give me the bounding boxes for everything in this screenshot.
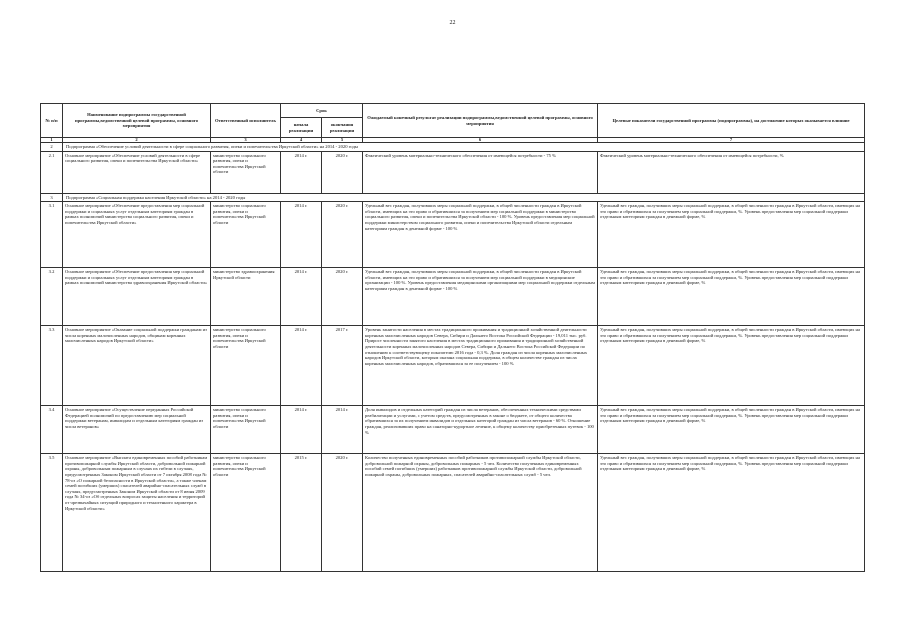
table-row (41, 151, 865, 193)
row-number: 3.2 (41, 268, 63, 326)
row-executor: министерство здравоохранения Иркутской области (211, 268, 281, 326)
row-executor: министерство социального развития, опеки и попечительства Иркутской области (211, 326, 281, 406)
row-start: 2014 г. (281, 151, 322, 193)
row-number: 3.3 (41, 326, 63, 406)
col-number: 3 (211, 138, 281, 143)
row-end: 2020 г. (322, 202, 363, 268)
row-result: Уровень занятости населения в местах традиционного проживания и традиционной хозяйственной деятельности коренных малочисленных народов Севера, Сибири и Дальнего Востока Российской Федерации - 19,011 тыс. руб. Прирост численности занятого населения в местах традиционного проживания и традиционной хозяйственной деятельности коренных малочисленных народов Севера, Сибири и Дальнего Востока Российской Федерации по отношению к соответствующему показателю 2016 года - 0,3 %. Доля граждан из числа коренных малочисленных народов Иркутской области, которым оказана социальная поддержка, в общем количестве граждан из числа коренных малочисленных народов, обратившихся за ее получением - 100 % (363, 326, 598, 406)
row-start: 2015 г. (281, 454, 322, 572)
col-number: 1 (41, 138, 63, 143)
row-name: Основное мероприятие «Оказание социальной поддержки гражданам из числа коренных малочисленных народов, общинам коренных малочисленных народов Иркутской области» (63, 326, 211, 406)
row-end: 2017 г. (322, 326, 363, 406)
section-row (41, 193, 865, 202)
row-end: 2014 г. (322, 406, 363, 454)
col-number: 7 (598, 138, 865, 143)
table-row (41, 454, 865, 572)
section-title: Подпрограмма «Обеспечение условий деятельности в сфере социального развития, опеки и попечительства Иркутской области» на 2014 - 2020 годы (63, 143, 865, 152)
row-number: 2.1 (41, 151, 63, 193)
row-start: 2014 г. (281, 268, 322, 326)
row-name: Основное мероприятие «Обеспечение предоставления мер социальной поддержки и социальных услуг отдельным категориям граждан в рамках полномочий министерства здравоохранения Иркутской области» (63, 268, 211, 326)
row-executor: министерство социального развития, опеки и попечительства Иркутской области (211, 202, 281, 268)
row-name: Основное мероприятие «Осуществление переданных Российской Федерацией полномочий по предоставлению мер социальной поддержки ветеранам, инвалидам и отдельным категориям граждан из числа ветеранов» (63, 406, 211, 454)
row-number: 3.4 (41, 406, 63, 454)
col-number: 6 (363, 138, 598, 143)
header-indicators: Целевые показатели государственной программы (подпрограммы), на достижение которых оказывается влияние (598, 104, 865, 138)
row-name: Основное мероприятие «Выплата единовременных пособий работникам противопожарной службы Иркутской области, добровольной пожарной охраны, добровольным пожарным в случаях их гибели в случаях, предусмотренных Законом Иркутской области от 7 октября 2008 года № 78-оз «О пожарной безопасности в Иркутской области», а также членам семей погибших (умерших) спасателей аварийно-спасательных служб в случаях, предусмотренных Законом Иркутской области от 8 июня 2009 года № 34-оз «Об отдельных вопросах защиты населения и территорий от чрезвычайных ситуаций природного и техногенного характера в Иркутской области» (63, 454, 211, 572)
row-number: 3.1 (41, 202, 63, 268)
row-executor: министерство социального развития, опеки и попечительства Иркутской области (211, 406, 281, 454)
row-result: Фактический уровень материально-технического обеспечения от имеющейся потребности - 75 % (363, 151, 598, 193)
row-indicators: Фактический уровень материально-технического обеспечения от имеющейся потребности, % (598, 151, 865, 193)
row-indicators: Удельный вес граждан, получивших меры социальной поддержки, в общей численности граждан в Иркутской области, имеющих на это право и обратившихся за получением мер социальной поддержки, %. Уровень предоставления мер социальной поддержки отдельным категориям граждан в денежной форме, % (598, 202, 865, 268)
table-row (41, 268, 865, 326)
header-no: № п/п (41, 104, 63, 138)
row-indicators: Удельный вес граждан, получивших меры социальной поддержки, в общей численности граждан в Иркутской области, имеющих на это право и обратившихся за получением мер социальной поддержки, %. Уровень предоставления мер социальной поддержки отдельным категориям граждан в денежной форме, % (598, 406, 865, 454)
header-result: Ожидаемый конечный результат реализации подпрограммы,ведомственной целевой программы, основного мероприятия (363, 104, 598, 138)
header-executor: Ответственный исполнитель (211, 104, 281, 138)
col-number: 5 (322, 138, 363, 143)
row-result: Доля инвалидов и отдельных категорий граждан из числа ветеранов, обеспеченных техническими средствами реабилитации и услугами, с учетом средств, предусмотренных в законе о бюджете, от общего количества обратившихся за их получением инвалидов и отдельных категорий граждан из числа ветеранов - 60 %. Отношение граждан, реализовавших право на санаторно-курортное лечение, к общему количеству приобретенных путевок - 100 % (363, 406, 598, 454)
row-indicators: Удельный вес граждан, получивших меры социальной поддержки, в общей численности граждан в Иркутской области, имеющих на это право и обратившихся за получением мер социальной поддержки, %. Уровень предоставления мер социальной поддержки отдельным категориям граждан в денежной форме, % (598, 268, 865, 326)
row-result: Удельный вес граждан, получивших меры социальной поддержки, в общей численности граждан в Иркутской области, имеющих на это право и обратившихся за получением мер социальной поддержки в медицинские организации - 100 %. Уровень предоставления медицинскими организациями мер социальной поддержки отдельным категориям граждан в денежной форме - 100 % (363, 268, 598, 326)
row-start: 2014 г. (281, 202, 322, 268)
row-executor: министерство социального развития, опеки и попечительства Иркутской области (211, 151, 281, 193)
row-end: 2020 г. (322, 454, 363, 572)
program-table (40, 103, 865, 572)
row-name: Основное мероприятие «Обеспечение предоставления мер социальной поддержки и социальных услуг отдельным категориям граждан в рамках полномочий министерства социального развития, опеки и попечительства Иркутской области» (63, 202, 211, 268)
row-result: Количество полученных единовременных пособий работников противопожарной службы Иркутской области, добровольной пожарной охраны, добровольных пожарных - 5 чел. Количество полученных единовременных пособий семей погибших (умерших) работников противопожарной службы Иркутской области, добровольной пожарной охраны, добровольных пожарных, спасателей аварийно-спасательных служб - 5 чел. (363, 454, 598, 572)
header-term: Срок (281, 104, 363, 118)
header-name: Наименование подпрограммы государственной программы,ведомственной целевой программы, основного мероприятия (63, 104, 211, 138)
row-end: 2020 г. (322, 268, 363, 326)
header-end: окончания реализации (322, 118, 363, 138)
row-number: 3 (41, 193, 63, 202)
section-title: Подпрограмма «Социальная поддержка населения Иркутской области» на 2014 - 2020 годы (63, 193, 865, 202)
row-number: 2 (41, 143, 63, 152)
row-indicators: Удельный вес граждан, получивших меры социальной поддержки, в общей численности граждан в Иркутской области, имеющих на это право и обратившихся за получением мер социальной поддержки, %. Уровень предоставления мер социальной поддержки отдельным категориям граждан в денежной форме, % (598, 454, 865, 572)
row-name: Основное мероприятие «Обеспечение условий деятельности в сфере социального развития, опеки и попечительства Иркутской области» (63, 151, 211, 193)
section-row (41, 143, 865, 152)
row-result: Удельный вес граждан, получивших меры социальной поддержки, в общей численности граждан в Иркутской области, имеющих на это право и обратившихся за получением мер социальной поддержки в министерство социального развития, опеки и попечительства Иркутской области - 100 %. Уровень предоставления мер социальной поддержки министерством социального развития, опеки и попечительства Иркутской области отдельным категориям граждан в денежной форме - 100 % (363, 202, 598, 268)
col-number: 4 (281, 138, 322, 143)
row-number: 3.5 (41, 454, 63, 572)
table-row (41, 326, 865, 406)
table-row (41, 202, 865, 268)
header-start: начала реализации (281, 118, 322, 138)
row-start: 2014 г. (281, 326, 322, 406)
table-row (41, 406, 865, 454)
col-number: 2 (63, 138, 211, 143)
row-executor: министерство социального развития, опеки и попечительства Иркутской области (211, 454, 281, 572)
row-end: 2020 г. (322, 151, 363, 193)
row-indicators: Удельный вес граждан, получивших меры социальной поддержки, в общей численности граждан в Иркутской области, имеющих на это право и обратившихся за получением мер социальной поддержки, %. Уровень предоставления мер социальной поддержки отдельным категориям граждан в денежной форме, % (598, 326, 865, 406)
row-start: 2014 г. (281, 406, 322, 454)
page-number: 22 (449, 20, 456, 26)
